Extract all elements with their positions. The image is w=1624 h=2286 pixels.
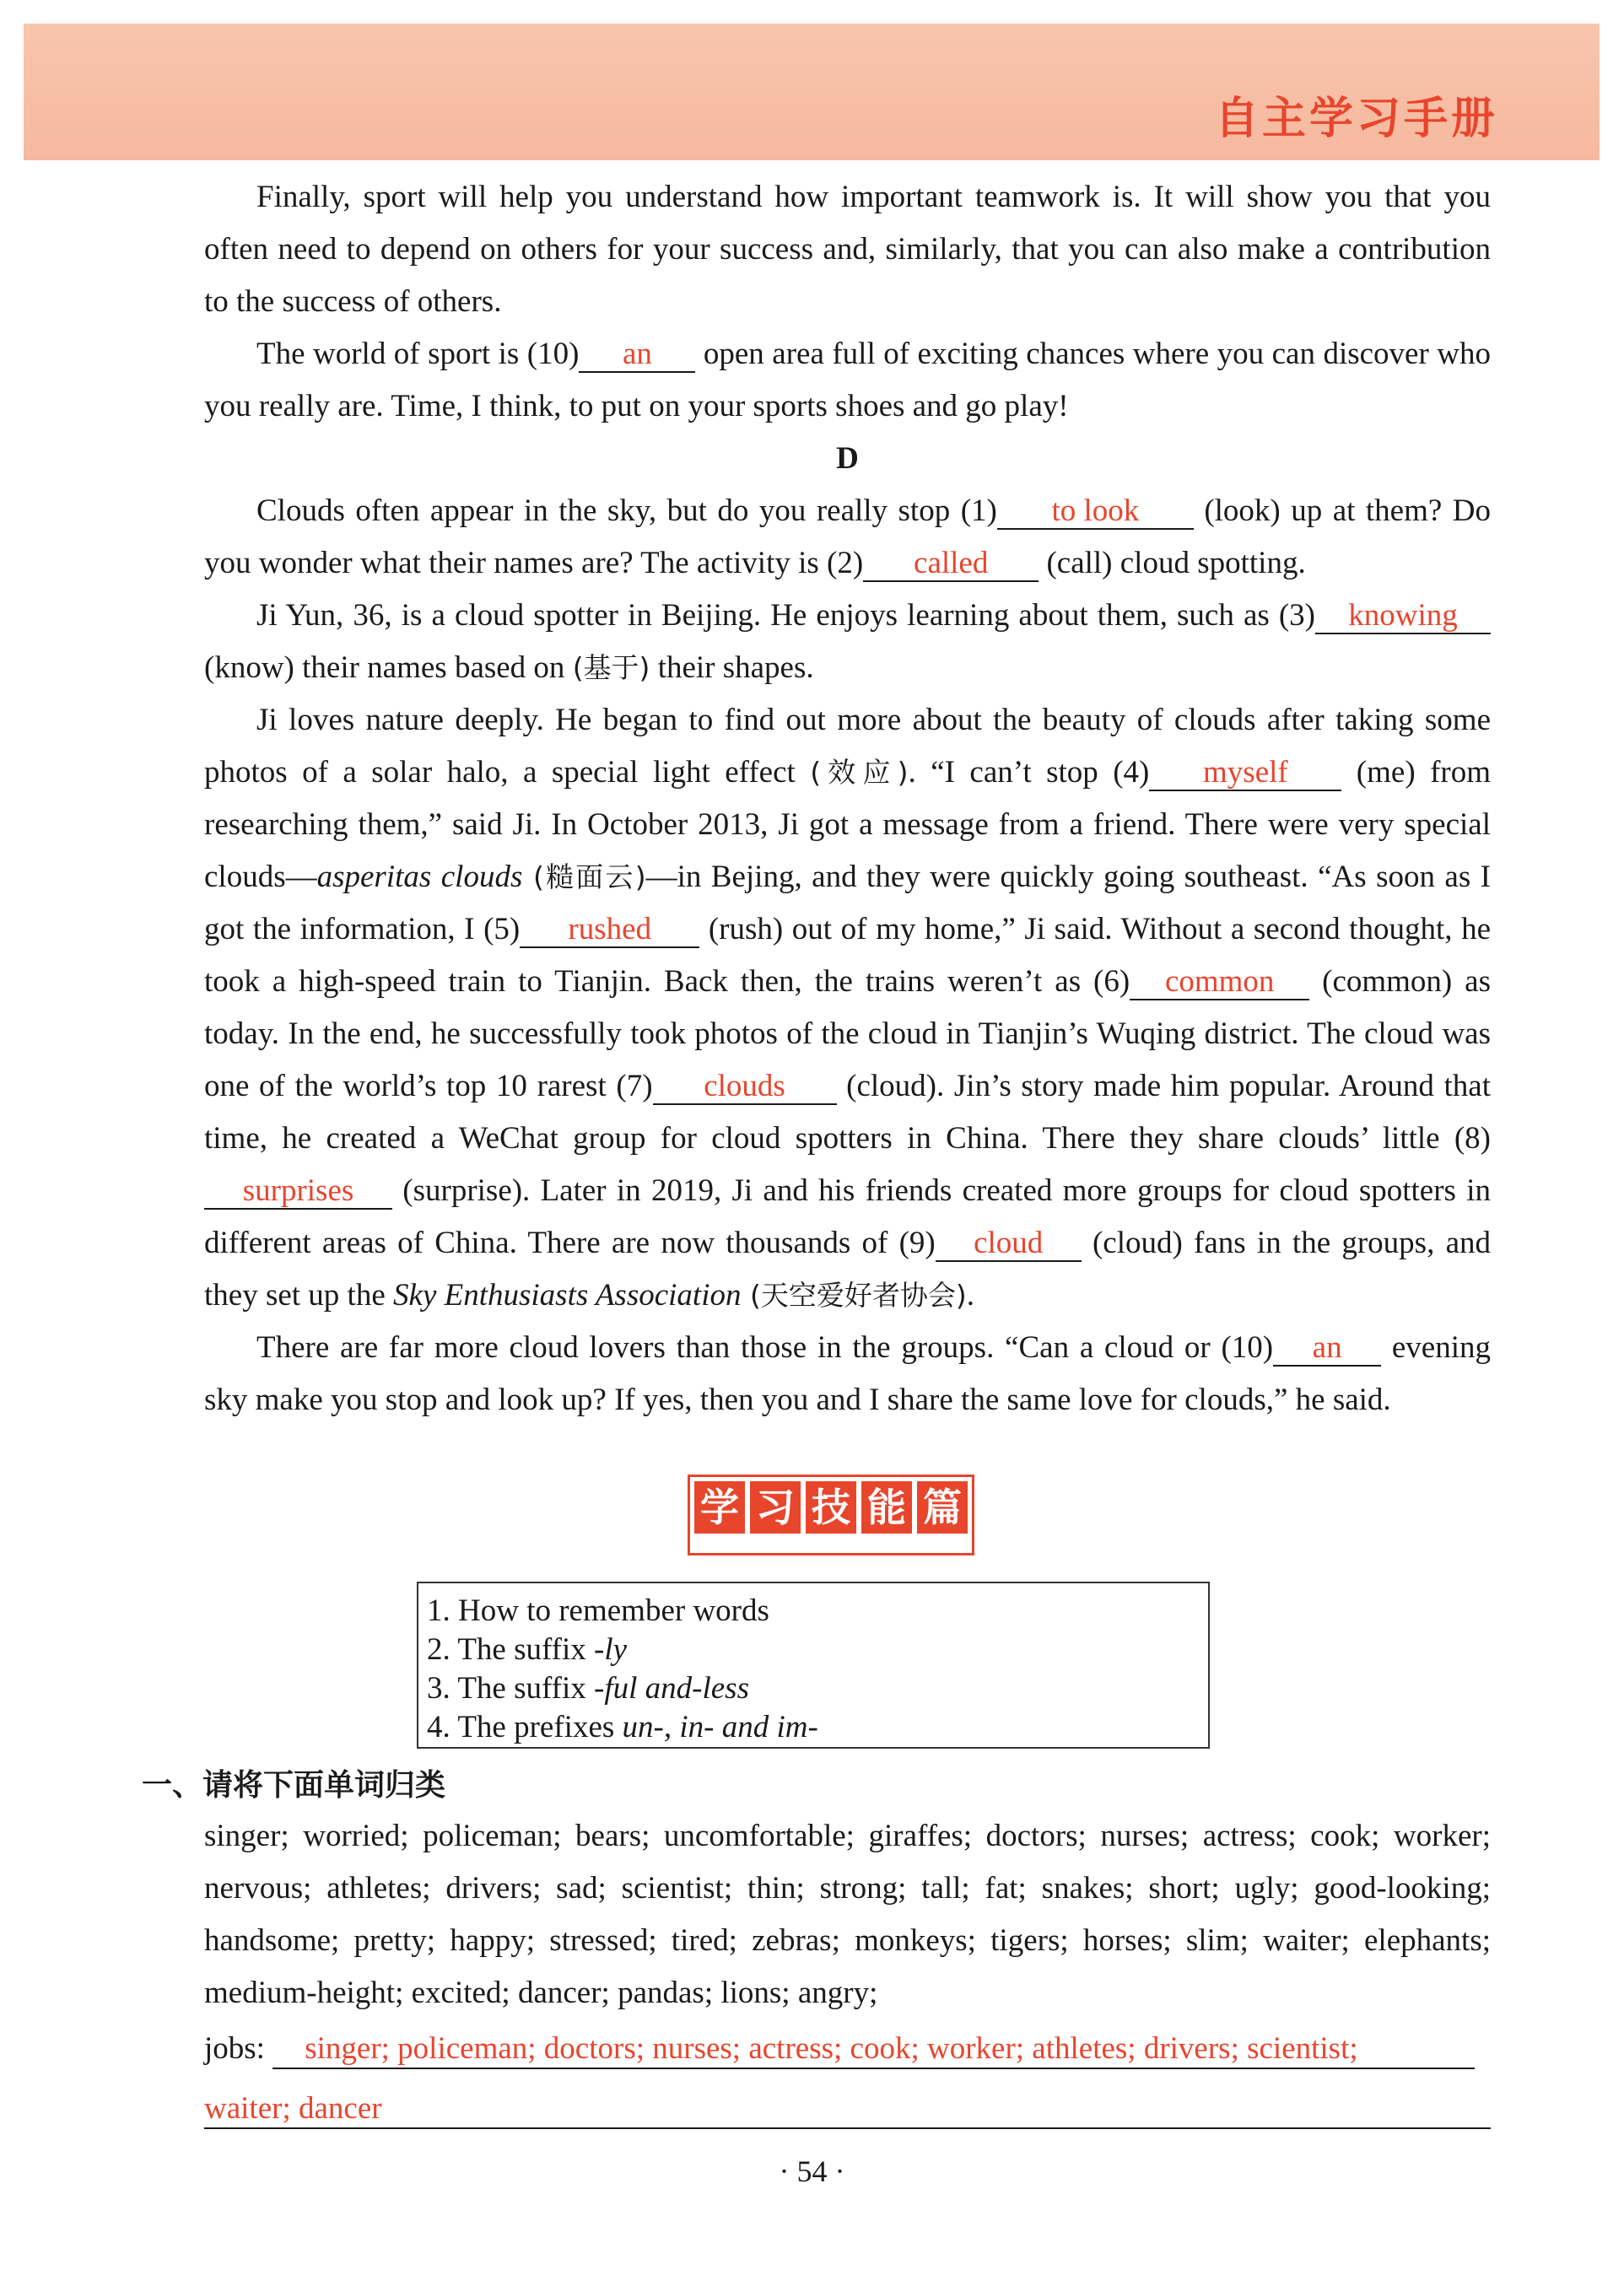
passage-text: (call) cloud spotting. bbox=[1039, 546, 1306, 580]
section-d-paragraph bbox=[204, 590, 1491, 694]
passage-text: (common) as today. In the end, he successfully took photos of the cloud in Tianjin’s Wuqing district. The cloud was one of the world’s top 10 rarest (7) bbox=[204, 964, 1492, 1103]
passage-text: their shapes. bbox=[650, 650, 814, 685]
passage-c-paragraph bbox=[204, 171, 1491, 328]
passage-text: Ji loves nature deeply. He began to find out more about the beauty of clouds after taking some photos of a solar halo, a special light effect bbox=[204, 703, 1491, 790]
passage-text: (rush) out of my home,” Ji said. Without a second thought, he took a high-speed train to Tianjin. Back then, the trains weren’t as (6) bbox=[204, 912, 1491, 999]
answer-blank: called bbox=[863, 547, 1039, 582]
passage-text: Ji Yun, 36, is a cloud spotter in Beijing. He enjoys learning about them, such as (3) bbox=[256, 598, 1315, 633]
answer-blank: clouds bbox=[653, 1070, 837, 1105]
passage-c-paragraph bbox=[204, 328, 1491, 433]
exercise-title: 一、请将下面单词归类 bbox=[142, 1768, 446, 1803]
section-d-paragraph bbox=[204, 485, 1491, 590]
passage-text: (cloud) fans in the groups, and they set up the bbox=[204, 1226, 1491, 1313]
reading-content bbox=[204, 171, 1491, 1426]
topic-text: 2. The suffix bbox=[427, 1632, 595, 1667]
topic-item bbox=[427, 1669, 1208, 1708]
section-letter: D bbox=[836, 441, 859, 476]
passage-text: open area full of exciting chances where you can discover who you really are. Time, I think, to put on your sports shoes and go play! bbox=[204, 337, 1491, 423]
passage-text: (look) up at them? Do you wonder what their names are? The activity is (2) bbox=[204, 493, 1492, 580]
chinese-gloss: (天空爱好者协会) bbox=[741, 1279, 967, 1312]
topic-italic: un-, in- and im- bbox=[622, 1710, 818, 1744]
answer-blank: an bbox=[1273, 1331, 1381, 1367]
skills-section-banner bbox=[688, 1475, 974, 1555]
passage-text: (know) their names based on bbox=[204, 650, 573, 685]
topic-item bbox=[427, 1708, 1208, 1747]
topics-box bbox=[417, 1582, 1210, 1749]
jobs-label: jobs: bbox=[204, 2031, 273, 2066]
banner-char: 技 bbox=[806, 1481, 856, 1534]
topic-text: 3. The suffix bbox=[427, 1671, 595, 1706]
passage-text: . “I can’t stop (4) bbox=[908, 755, 1150, 790]
chinese-gloss: (糙面云) bbox=[522, 860, 646, 893]
banner-char: 习 bbox=[750, 1481, 801, 1534]
word-list: singer; worried; policeman; bears; uncomfortable; giraffes; doctors; nurses; actress; cook; worker; nervous; athletes; drivers; sad; scientist; thin; strong; tall; fat; snakes; short; ugly; good-looking; handsome; pretty; happy; stressed; tired; zebras; monkeys; tigers; horses; slim; waiter; elephants; medium-height; excited; dancer; pandas; lions; angry; bbox=[204, 1819, 1491, 2010]
topic-italic: -ful and-less bbox=[594, 1671, 749, 1706]
passage-text: The world of sport is (10) bbox=[256, 337, 580, 371]
header-title: 自主学习手册 bbox=[1214, 94, 1498, 144]
answer-blank: to look bbox=[997, 494, 1194, 530]
italic-term: Sky Enthusiasts Association bbox=[393, 1278, 742, 1313]
passage-text: (me) from researching them,” said Ji. In October 2013, Ji got a message from a friend. There were very special clouds— bbox=[204, 755, 1492, 894]
section-d-paragraph bbox=[204, 1322, 1491, 1426]
chinese-gloss: (效应) bbox=[810, 756, 909, 789]
passage-text: evening sky make you stop and look up? If yes, then you and I share the same love for clouds,” he said. bbox=[204, 1330, 1492, 1417]
answer-blank: cloud bbox=[936, 1227, 1082, 1262]
exercise-body bbox=[204, 1810, 1491, 2129]
answer-blank: myself bbox=[1149, 756, 1341, 791]
section-d-paragraph bbox=[204, 694, 1491, 1322]
italic-term: asperitas clouds bbox=[316, 860, 523, 894]
topic-text: 4. The prefixes bbox=[427, 1710, 623, 1744]
answer-blank: rushed bbox=[520, 913, 699, 948]
jobs-answer-row bbox=[204, 2023, 1491, 2075]
passage-text: . bbox=[966, 1278, 974, 1313]
chinese-gloss: (基于) bbox=[572, 651, 650, 684]
passage-text: —in Bejing, and they were quickly going southeast. “As soon as I got the information, I (5) bbox=[204, 860, 1491, 946]
answer-blank: common bbox=[1130, 965, 1309, 1000]
passage-text: There are far more cloud lovers than those in the groups. “Can a cloud or (10) bbox=[256, 1330, 1274, 1365]
answer-blank: an bbox=[579, 337, 695, 373]
answer-blank: surprises bbox=[204, 1174, 392, 1210]
topic-italic: -ly bbox=[594, 1632, 628, 1667]
topic-item bbox=[427, 1592, 1208, 1631]
topic-item bbox=[427, 1631, 1208, 1669]
page-header bbox=[24, 24, 1600, 160]
page-number: · 54 · bbox=[779, 2154, 845, 2188]
banner-char: 能 bbox=[861, 1481, 912, 1534]
jobs-answer-line: waiter; dancer bbox=[204, 2090, 1491, 2129]
passage-text: Finally, sport will help you understand how important teamwork is. It will show you that you often need to depend on others for your success and, similarly, that you can also make a contribution to the success of others. bbox=[204, 180, 1491, 319]
passage-text: Clouds often appear in the sky, but do you really stop (1) bbox=[256, 493, 997, 528]
passage-text: (cloud). Jin’s story made him popular. Around that time, he created a WeChat group for cloud spotters in China. There they share clouds’ little (8) bbox=[204, 1069, 1491, 1156]
answer-blank: knowing bbox=[1315, 599, 1491, 634]
jobs-answer-line: singer; policeman; doctors; nurses; actress; cook; worker; athletes; drivers; scientist; bbox=[272, 2030, 1475, 2069]
banner-char: 篇 bbox=[917, 1481, 968, 1534]
passage-text: (surprise). Later in 2019, Ji and his friends created more groups for cloud spotters in different areas of China. There are now thousands of (9) bbox=[204, 1173, 1491, 1260]
topic-text: 1. How to remember words bbox=[427, 1593, 769, 1628]
banner-char: 学 bbox=[694, 1481, 745, 1534]
